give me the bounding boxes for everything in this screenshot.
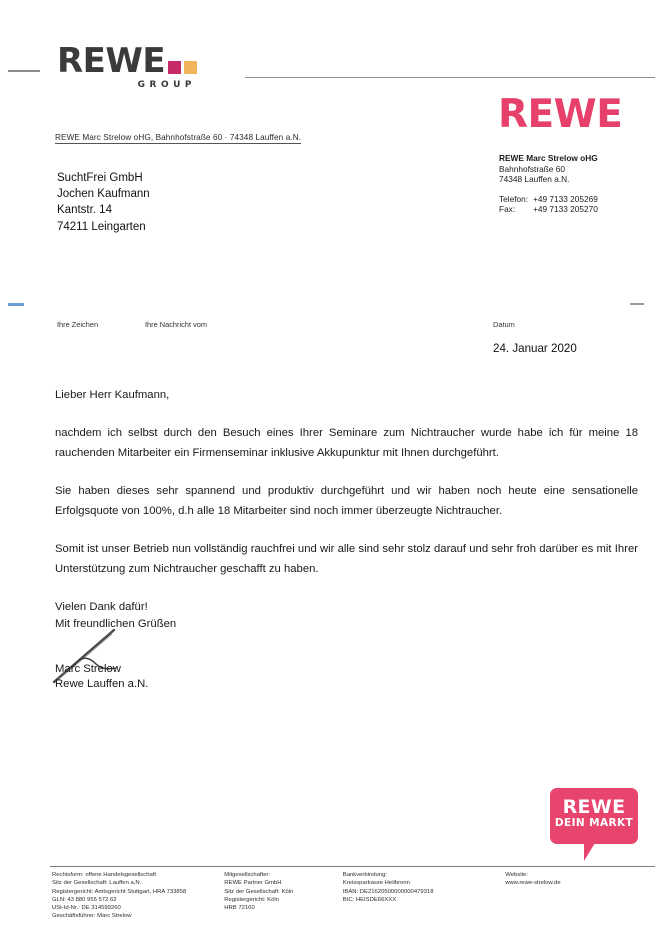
fax-row [499,204,598,215]
speech-bubble-tail-icon [584,843,603,861]
company-contact-block [499,153,598,215]
label-ihre-nachricht-vom: Ihre Nachricht vom [145,320,208,329]
footer-line: BIC: HEISDE66XXX [342,896,397,903]
footer-line: Rechtsform: offene Handelsgesellschaft [52,872,157,878]
company-contact-details [499,194,598,215]
label-datum: Datum [493,320,515,329]
footer-line: IBAN: DE21620500000000479318 [342,888,434,895]
footer-line: Registergericht: Köln [224,896,279,903]
rewe-group-subtitle: GROUP [137,80,196,90]
footer-column-shareholder [224,871,342,921]
signer-name: Marc Strelow [55,663,121,675]
body-paragraph-2: Sie haben dieses sehr spannend und produktiv durchgeführt und wir haben noch heute eine sensationelle Erfolgsquote von 100%, d.h alle 18 Mitarbeiter sind noch immer überzeugte Nichtraucher. [55,485,638,517]
bubble-line-1: REWE [562,796,626,818]
fold-mark-middle [8,303,24,306]
fax-value: +49 7133 205270 [533,204,598,214]
footer-line: Sitz der Gesellschaft: Lauffen a.N. [52,880,142,887]
footer-line: Mitgesellschafter: [224,872,271,878]
recipient-line: 74211 Leingarten [57,220,146,233]
logo-square-magenta-icon [168,61,181,74]
body-paragraph-4: Vielen Dank dafür! [55,601,148,613]
company-name: REWE Marc Strelow oHG [499,153,598,163]
footer-line: GLN: 43 880 955 572 62 [52,896,117,903]
speech-bubble-icon [550,788,638,844]
footer-divider [50,866,655,867]
body-paragraph-1: nachdem ich selbst durch den Besuch eines Ihrer Seminare zum Nichtraucher wurde habe ich für meine 18 rauchenden Mitarbeiter ein Firmenseminar inklusive Akkupunktur mit Ihnen durchgeführt. [55,427,638,459]
footer-line: HRB 72160 [224,905,255,912]
phone-label: Telefon: [499,193,529,204]
fax-label: Fax: [499,204,516,214]
signer-org: Rewe Lauffen a.N. [55,678,149,690]
letter-body [55,385,638,635]
bubble-line-2: DEIN MARKT [554,817,634,829]
recipient-line: Jochen Kaufmann [57,188,150,201]
body-paragraph-3: Somit ist unser Betrieb nun vollständig rauchfrei und wir alle sind sehr stolz darauf und sehr froh darüber es mit Ihrer Unterstützung zum Nichtraucher geschafft zu haben. [55,543,638,575]
rewe-dein-markt-logo [550,788,638,844]
footer-line: Registergericht: Amtsgericht Stuttgart, HRA 733858 [52,888,187,895]
signature-block [55,662,148,692]
sender-return-address: REWE Marc Strelow oHG, Bahnhofstraße 60 · 74348 Lauffen a.N. [55,133,302,142]
rewe-group-wordmark: REWE [57,41,166,81]
footer-line: REWE Partner GmbH [224,880,282,887]
phone-value: +49 7133 205269 [533,193,598,204]
footer-line: Geschäftsführer: Marc Strelow [52,913,132,920]
logo-square-orange-icon [184,61,197,74]
salutation: Lieber Herr Kaufmann, [55,389,170,401]
page-footer [52,871,658,921]
fold-mark-right [630,303,644,305]
recipient-address [57,170,150,235]
rewe-red-logo: REWE [498,92,623,137]
fold-mark-top [8,70,40,72]
footer-line: USt-Id-Nr.: DE 314599260 [52,905,121,912]
footer-line: Sitz der Gesellschaft: Köln [224,888,294,895]
company-city: 74348 Lauffen a.N. [499,174,570,184]
recipient-line: SuchtFrei GmbH [57,172,143,184]
company-street: Bahnhofstraße 60 [499,163,565,174]
rewe-group-logo [57,41,202,90]
footer-line: www.rewe-strelow.de [505,880,561,887]
footer-column-website [505,871,658,921]
closing-greeting: Mit freundlichen Grüßen [55,618,177,630]
footer-line: Website: [505,872,529,878]
header-divider [245,77,655,78]
date-value: 24. Januar 2020 [493,342,577,355]
label-ihre-zeichen: Ihre Zeichen [57,320,99,329]
footer-line: Kreissparkasse Heilbronn [342,880,410,887]
footer-line: Bankverbindung: [342,872,387,878]
footer-column-bank [343,871,506,921]
footer-column-legal [52,871,224,921]
phone-row [499,194,598,205]
recipient-line: Kantstr. 14 [57,204,112,217]
